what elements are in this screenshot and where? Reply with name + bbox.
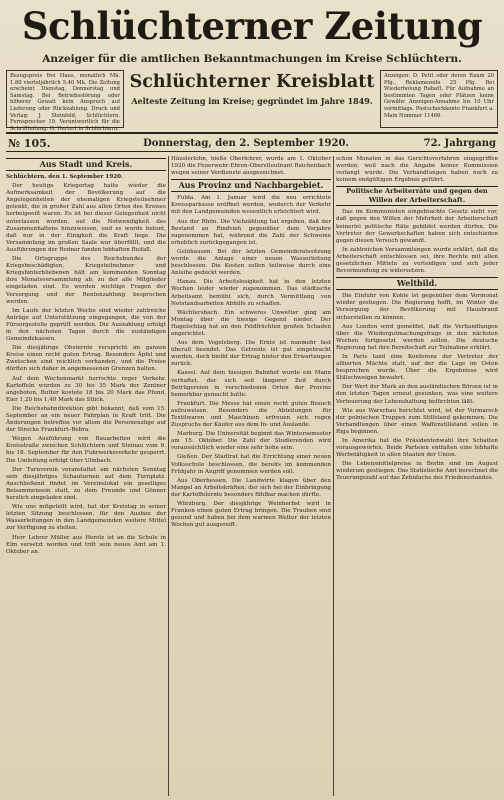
article-paragraph: Die Reichsbahndirektion gibt bekannt, daß vom 15. September an ein neuer Fahrplan in Kraft tritt. Die Änderungen betreffen vor allem die Personenzüge auf der Strecke Frankfurt–Bebra. bbox=[6, 405, 166, 434]
column-regional-news bbox=[171, 156, 331, 796]
column-politics-world bbox=[336, 156, 498, 796]
article-paragraph: Hanau. Die Arbeitslosigkeit hat in den letzten Wochen leider wieder zugenommen. Das städtische Arbeitsamt bemüht sich, durch Vermittlung von Notstandsarbeiten Abhilfe zu schaffen. bbox=[171, 279, 331, 307]
article-paragraph: Die Einfuhr von Kohle ist gegenüber dem Vormonat wieder gestiegen. Die Regierung hofft, im Winter die Versorgung der Bevölkerung mit Hausbrand sicherstellen zu können. bbox=[336, 293, 498, 321]
issue-number: № 105. bbox=[8, 137, 51, 150]
article-paragraph: Fulda. Am 1. Januar wird die neu errichtete Kreissparkasse eröffnet werden, wodurch der Verkehr mit den Landgemeinden wesentlich erleichtert wird. bbox=[171, 195, 331, 216]
article-paragraph: Frankfurt. Die Messe hat einen recht guten Besuch aufzuweisen. Besonders die Abteilungen für Textilwaren und Maschinen erfreuen sich regen Zuspruchs der Käufer aus dem In- und Auslande. bbox=[171, 400, 331, 429]
article-continuation: Häuslerlohn, hieße Oberlehrer, wurde am 1. Oktober 1920 die Feuerwehr-Ehren-Oberstleutnant Reichenbach wegen seiner Verdienste ausgezeichnet. bbox=[171, 156, 331, 177]
column-local-news bbox=[6, 156, 166, 796]
section-heading-politics: Politische Arbeiterräte und gegen den Willen der Arbeiterschaft. bbox=[336, 186, 498, 206]
article-paragraph: Aus dem Vogelsberg. Die Ernte ist nunmehr fast überall beendet. Das Getreide ist gut eingebracht worden, doch bleibt der Ertrag hinter den Erwartungen zurück. bbox=[171, 340, 331, 368]
issue-date: Donnerstag, den 2. September 1920. bbox=[143, 138, 349, 149]
article-paragraph: Wie aus Warschau berichtet wird, ist der Vormarsch der polnischen Truppen zum Stillstand gekommen. Die Verhandlungen über einen Waffenstillstand sollen in Riga beginnen. bbox=[336, 407, 498, 435]
column-divider bbox=[333, 156, 334, 796]
subscription-info-box: Bezugspreis frei Haus, monatlich Mk. 1.80 vierteljährlich 5.40 Mk. Die Zeitung erscheint Dienstag, Donnerstag und Samstag. Bei Betriebsstörung oder höherer Gewalt kein Anspruch auf Lieferung oder Rückzahlung. Druck und Verlag: J. Steinfeld, Schlüchtern. Fernsprecher 19. Verantwortlich für die Schriftleitung: G. Hertert in Schlüchtern. bbox=[6, 70, 124, 128]
article-paragraph: Gießen. Der Stadtrat hat die Errichtung einer neuen Volksschule beschlossen, die bereits im kommenden Frühjahr in Angriff genommen werden soll. bbox=[171, 454, 331, 475]
issue-info-bar bbox=[6, 132, 498, 152]
article-paragraph: Die Ortsgruppe des Reichsbundes der Kriegsbeschädigten, Kriegsteilnehmer und Kriegshinterbliebenen hält am kommenden Sonntag ihre Monatsversammlung ab, zu der alle Mitglieder eingeladen sind. Es werden wichtige Fragen der Versorgung und der Rentenzahlung besprochen werden. bbox=[6, 256, 166, 305]
article-paragraph: Aus der Rhön. Die Viehzählung hat ergeben, daß der Bestand an Rindvieh gegenüber dem Vorjahre zugenommen hat, während die Zahl der Schweine erheblich zurückgegangen ist. bbox=[171, 218, 331, 246]
kreisblatt-title: Schlüchterner Kreisblatt bbox=[129, 72, 375, 92]
article-paragraph: Wegen Ausführung von Bauarbeiten wird die Kreisstraße zwischen Schlüchtern und Steinau vom 6. bis 18. September für den Fuhrwerksverkehr gesperrt. Die Umleitung erfolgt über Ulmbach. bbox=[6, 436, 166, 464]
founding-line: Aelteste Zeitung im Kreise; gegründet im Jahre 1849. bbox=[131, 96, 373, 106]
article-paragraph: Herr Lehrer Müller aus Herolz ist an die Schule in Elm versetzt worden und tritt sein neues Amt am 1. Oktober an. bbox=[6, 534, 166, 555]
section-heading-world: Weltbild. bbox=[336, 277, 498, 290]
article-paragraph: Wächtersbach. Ein schweres Unwetter ging am Montag über die hiesige Gegend nieder. Der Hagelschlag hat an den Feldfrüchten großen Schaden angerichtet. bbox=[171, 309, 331, 337]
article-paragraph: Die diesjährige Obsternte verspricht im ganzen Kreise einen recht guten Ertrag. Besonders Äpfel und Zwetschen sind reichlich vorhanden, und die Preise dürften sich daher in angemessenen Grenzen halten. bbox=[6, 345, 166, 373]
dateline: Schlüchtern, den 1. September 1920. bbox=[6, 174, 123, 180]
section-heading-local: Aus Stadt und Kreis. bbox=[6, 158, 166, 171]
article-paragraph: In Amerika hat die Präsidentenwahl ihre Schatten vorausgeworfen. Beide Parteien entfalten eine lebhafte Werbetätigkeit in allen Staaten der Union. bbox=[336, 438, 498, 459]
newspaper-title: Schlüchterner Zeitung bbox=[21, 4, 483, 48]
column-divider bbox=[168, 156, 169, 796]
article-paragraph: Wie uns mitgeteilt wird, hat der Kreistag in seiner letzten Sitzung beschlossen, für den Ausbau der Wasserleitungen in den Landgemeinden weitere Mittel zur Verfügung zu stellen. bbox=[6, 504, 166, 532]
article-paragraph: Die Lebensmittelpreise in Berlin sind im August wiederum gestiegen. Das Statistische Amt berechnet die Teuerungszahl auf das Zehnfache des Friedensstandes. bbox=[336, 461, 498, 482]
article-paragraph: Der heutige Kriegertag hatte wieder die Aufmerksamkeit der Bevölkerung auf die Angelegenheiten der ehemaligen Kriegsteilnehmer gelenkt, die in großer Zahl aus allen Orten des Kreises herbeigeeilt waren. Es ist bei dieser Gelegenheit nicht unterlassen worden, auf die Notwendigkeit des Zusammenhaltens hinzuweisen, und es wurde betont, daß nur in der Einigkeit die Kraft liege. Die Versammlung im großen Saale war überfüllt, und die Ausführungen der Redner fanden lebhaften Beifall. bbox=[6, 183, 166, 253]
article-paragraph: Im Laufe der letzten Woche sind wieder zahlreiche Anträge auf Unterstützung eingegangen, die von der Fürsorgestelle geprüft werden. Die Auszahlung erfolgt in den nächsten Tagen durch die zuständigen Gemeindekassen. bbox=[6, 307, 166, 343]
article-paragraph: Aus Oberhessen. Die Landwirte klagen über den Mangel an Arbeitskräften, der sich bei der Einbringung der Kartoffelernte besonders fühlbar machen dürfte. bbox=[171, 477, 331, 498]
article-paragraph: Das im Kommunisten eingebrachte Gesetz sieht vor, daß gegen den Willen der Mehrheit der Arbeiterschaft keinerlei politische Räte gebildet werden dürfen. Die Vertreter der Gewerkschaften haben sich entschieden gegen diesen Versuch gewandt. bbox=[336, 209, 498, 244]
article-paragraph: Auf dem Wochenmarkt herrschte reger Verkehr. Kartoffeln wurden zu 30 bis 35 Mark der Zentner angeboten, Butter kostete 18 bis 20 Mark das Pfund, Eier 1,20 bis 1,40 Mark das Stück. bbox=[6, 375, 166, 403]
article-paragraph: Aus London wird gemeldet, daß die Verhandlungen über die Wiedergutmachungsfrage in den nächsten Wochen fortgesetzt werden sollen. Die deutsche Regierung hat ihre Bereitschaft zur Teilnahme erklärt. bbox=[336, 323, 498, 351]
article-paragraph: In Paris fand eine Konferenz der Vertreter der alliierten Mächte statt, auf der die Lage im Osten besprochen wurde. Über die Ergebnisse wird Stillschweigen bewahrt. bbox=[336, 353, 498, 382]
article-paragraph: Marburg. Die Universität beginnt das Wintersemester am 15. Oktober. Die Zahl der Studierenden wird voraussichtlich wieder eine sehr hohe sein. bbox=[171, 431, 331, 452]
article-paragraph: Kassel. Auf dem hiesigen Bahnhof wurde ein Mann verhaftet, der sich seit längerer Zeit durch Betrügereien in verschiedenen Orten der Provinz bemerkbar gemacht hatte. bbox=[171, 370, 331, 398]
article-paragraph: Gelnhausen. Bei der letzten Gemeinderatssitzung wurde die Anlage einer neuen Wasserleitung beschlossen. Die Kosten sollen teilweise durch eine Anleihe gedeckt werden. bbox=[171, 248, 331, 277]
article-paragraph: In zahlreichen Versammlungen wurde erklärt, daß die Arbeiterschaft entschlossen sei, ihre Rechte mit allen gesetzlichen Mitteln zu verteidigen und sich jeder Bevormundung zu widersetzen. bbox=[336, 246, 498, 275]
article-paragraph: Der Wert der Mark an den ausländischen Börsen ist in den letzten Tagen erneut gesunken, was eine weitere Verteuerung der Lebenshaltung befürchten läßt. bbox=[336, 384, 498, 405]
article-paragraph: Würzburg. Der diesjährige Weinherbst wird in Franken einen guten Ertrag bringen. Die Trauben sind gesund und haben bei dem warmen Wetter der letzten Wochen gut ausgereift. bbox=[171, 501, 331, 529]
newspaper-subtitle: Anzeiger für die amtlichen Bekanntmachungen im Kreise Schlüchtern. bbox=[42, 53, 462, 65]
article-continuation: schon Monaten in das Gerichtsverfahren eingegriffen werden, weil nach die Angabe keiner Kommission verlangt wurde. Die Verhandlungen haben noch zu keinem endgültigen Ergebnis geführt. bbox=[336, 156, 498, 184]
article-paragraph: Der Turnverein veranstaltet am nächsten Sonntag sein diesjähriges Schauturnen auf dem Turnplatz. Anschließend findet im Vereinslokal ein geselliges Beisammensein statt, zu dem Freunde und Gönner herzlich eingeladen sind. bbox=[6, 466, 166, 502]
issue-volume: 72. Jahrgang bbox=[423, 138, 496, 149]
section-heading-regional: Aus Provinz und Nachbargebiet. bbox=[171, 179, 331, 192]
advertising-info-box: Anzeigen: D. Petit oder deren Raum 20 Pfg., Reklamezeile 25 Pfg. Bei Wiederholung Rabatt. Für Aufnahme an bestimmten Tagen oder Plätzen keine Gewähr. Anzeigen-Annahme bis 10 Uhr vormittags. Postscheckkonto Frankfurt a. Main Nummer 11466. bbox=[380, 70, 498, 128]
